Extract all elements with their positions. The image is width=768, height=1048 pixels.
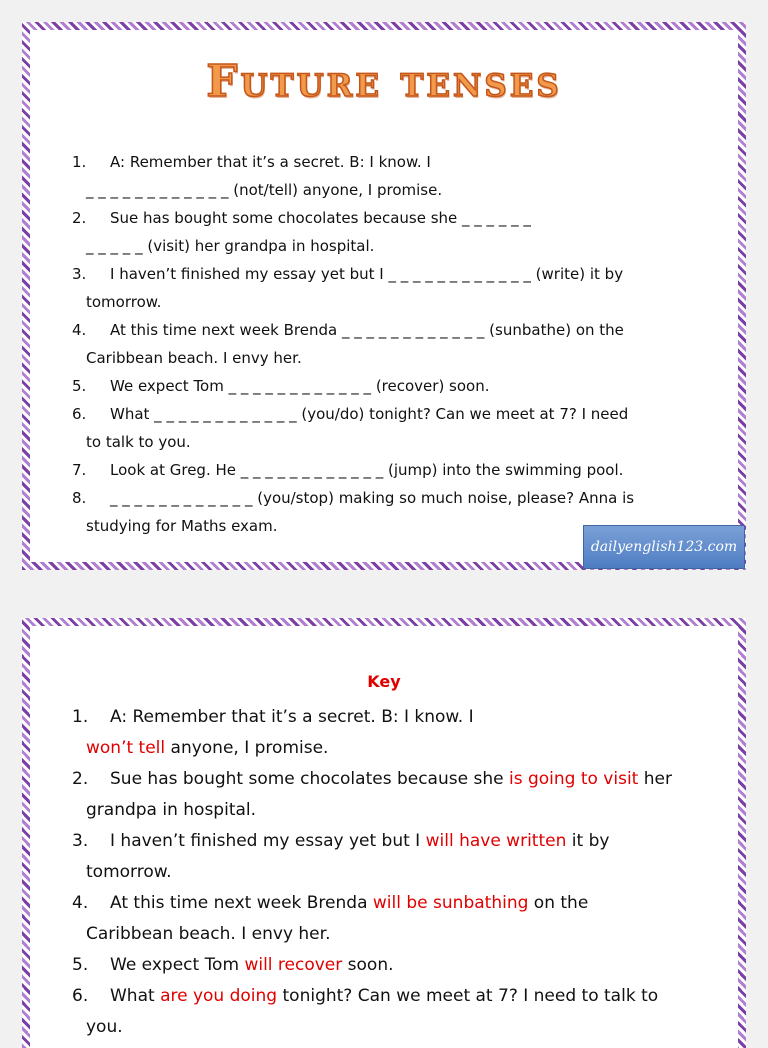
page-title: Future tenses — [206, 56, 562, 107]
item-text: At this time next week Brenda — [110, 893, 373, 913]
item-text: Sue has bought some chocolates because she — [110, 769, 509, 789]
item-number: 3. — [72, 265, 87, 283]
item-text-cont — [86, 733, 722, 764]
item-number: 4. — [72, 321, 87, 339]
answer-text: will recover — [244, 955, 343, 975]
list-item — [72, 372, 712, 400]
item-number: 8. — [72, 489, 87, 507]
item-number: 5. — [72, 377, 87, 395]
item-text: A: Remember that it’s a secret. B: I know. I — [110, 153, 431, 171]
list-item — [72, 456, 712, 484]
key-list — [72, 702, 722, 1043]
answer-text: won’t tell — [86, 738, 166, 758]
item-text-cont: to talk to you. — [86, 433, 191, 451]
item-number: 2. — [72, 209, 87, 227]
item-text: At this time next week Brenda _ _ _ _ _ _ _ _ _ _ _ _ (sunbathe) on the — [110, 321, 624, 339]
exercise-list — [72, 148, 712, 540]
item-text: Look at Greg. He _ _ _ _ _ _ _ _ _ _ _ _ (jump) into the swimming pool. — [110, 461, 624, 479]
answer-text: are you doing — [160, 986, 278, 1006]
key-title: Key — [367, 672, 401, 691]
item-number: 1. — [72, 707, 89, 727]
item-text: We expect Tom — [110, 955, 245, 975]
item-text-cont: _ _ _ _ _ (visit) her grandpa in hospital. — [86, 237, 375, 255]
item-text-cont: tomorrow. — [86, 293, 162, 311]
list-item — [72, 204, 712, 260]
website-badge: dailyenglish123.com — [583, 525, 745, 569]
item-number: 1. — [72, 153, 87, 171]
item-text: A: Remember that it’s a secret. B: I know. I — [110, 707, 474, 727]
list-item — [72, 826, 722, 888]
item-text-tail: anyone, I promise. — [165, 738, 329, 758]
item-text-cont: Caribbean beach. I envy her. — [86, 924, 331, 944]
item-text: We expect Tom _ _ _ _ _ _ _ _ _ _ _ _ (recover) soon. — [110, 377, 490, 395]
item-text-after: tonight? Can we meet at 7? I need to talk to — [277, 986, 659, 1006]
list-item — [72, 148, 712, 204]
item-number: 5. — [72, 955, 89, 975]
list-item — [72, 764, 722, 826]
list-item — [72, 316, 712, 372]
list-item — [72, 400, 712, 456]
answer-text: will be sunbathing — [372, 893, 529, 913]
item-number: 6. — [72, 405, 87, 423]
item-text: What _ _ _ _ _ _ _ _ _ _ _ _ (you/do) tonight? Can we meet at 7? I need — [110, 405, 629, 423]
item-text-cont: studying for Maths exam. — [86, 517, 278, 535]
answer-text: is going to visit — [508, 769, 639, 789]
item-text-cont: grandpa in hospital. — [86, 800, 257, 820]
item-text-cont: you. — [86, 1017, 123, 1037]
item-text-cont: _ _ _ _ _ _ _ _ _ _ _ _ (not/tell) anyone, I promise. — [86, 181, 443, 199]
item-number: 7. — [72, 461, 87, 479]
item-text-after: on the — [528, 893, 589, 913]
list-item — [72, 260, 712, 316]
answer-text: will have written — [425, 831, 567, 851]
item-text: _ _ _ _ _ _ _ _ _ _ _ _ (you/stop) making so much noise, please? Anna is — [110, 489, 635, 507]
item-number: 3. — [72, 831, 89, 851]
item-number: 6. — [72, 986, 89, 1006]
item-text: I haven’t finished my essay yet but I — [110, 831, 426, 851]
list-item — [72, 950, 722, 981]
key-card — [22, 618, 746, 1048]
list-item — [72, 702, 722, 764]
item-text-after: her — [638, 769, 672, 789]
item-text: Sue has bought some chocolates because she _ _ _ _ _ _ — [110, 209, 531, 227]
item-text: What — [110, 986, 161, 1006]
item-text: I haven’t finished my essay yet but I _ _ _ _ _ _ _ _ _ _ _ _ (write) it by — [110, 265, 624, 283]
item-number: 4. — [72, 893, 89, 913]
list-item — [72, 981, 722, 1043]
item-text-cont: Caribbean beach. I envy her. — [86, 349, 302, 367]
item-number: 2. — [72, 769, 89, 789]
item-text-cont: tomorrow. — [86, 862, 172, 882]
list-item — [72, 888, 722, 950]
item-text-after: it by — [566, 831, 610, 851]
exercise-card — [22, 22, 746, 570]
item-text-after: soon. — [342, 955, 394, 975]
